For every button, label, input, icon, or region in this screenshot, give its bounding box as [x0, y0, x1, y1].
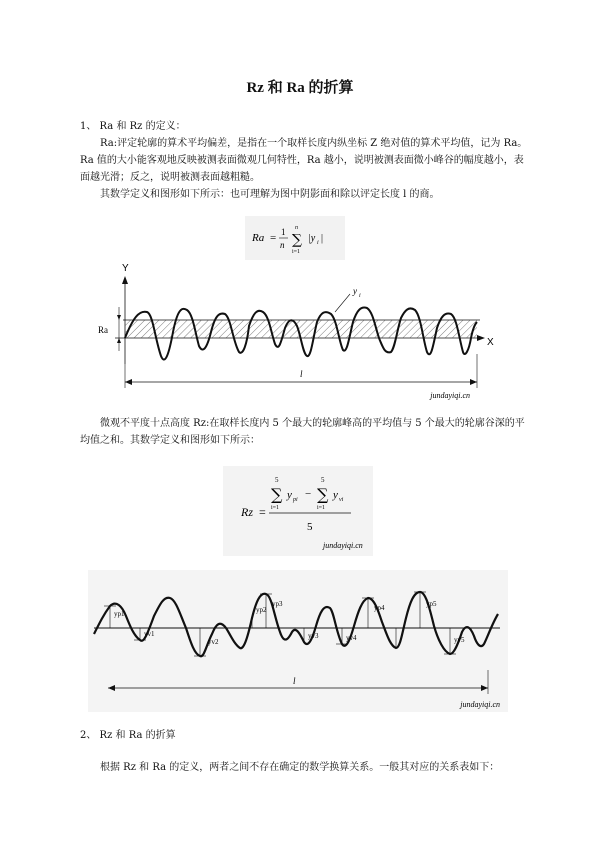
- watermark: jundayiqi.cn: [323, 541, 363, 550]
- y-axis-label: Y: [122, 263, 129, 274]
- rz-label-yp2: yp2: [256, 606, 267, 614]
- rz-sum2-top: 5: [321, 476, 325, 484]
- rz-denominator: 5: [307, 521, 313, 533]
- ra-formula-den: n: [280, 240, 285, 250]
- sum-symbol: ∑: [271, 485, 283, 504]
- rz-label-yp1: yp1: [114, 610, 125, 618]
- rz-label-yv2: yv2: [208, 638, 219, 646]
- ra-formula-num: 1: [281, 227, 286, 237]
- ra-formula-abs-end: |: [321, 233, 324, 244]
- ra-formula-abs-sub: i: [317, 240, 319, 246]
- ra-figure: [95, 214, 515, 404]
- watermark: jundayiqi.cn: [430, 391, 470, 400]
- length-label: l: [293, 676, 296, 686]
- length-label: l: [300, 369, 303, 379]
- section1-para1: Ra:评定轮廓的算术平均偏差，是指在一个取样长度内纵坐标 Z 绝对值的算术平均值，记为 Ra。Ra 值的大小能客观地反映被测表面微观几何特性，Ra 越小，说明被测表面微小峰谷的幅度越小，表面越光滑；反之，说明被测表面越粗糙。: [80, 138, 528, 183]
- rz-sum1-top: 5: [275, 476, 279, 484]
- rz-sum1-bottom: i=1: [271, 505, 280, 511]
- x-axis-label: X: [487, 337, 494, 348]
- yi-label: y: [353, 286, 357, 296]
- rz-figure: [88, 570, 508, 712]
- section1-para3: 微观不平度十点高度 Rz:在取样长度内 5 个最大的轮廓峰高的平均值与 5 个最大的轮廓谷深的平均值之和。其数学定义和图形如下所示：: [80, 418, 525, 446]
- rz-formula: [223, 466, 373, 556]
- rz-formula-lhs: Rz: [241, 505, 253, 519]
- sum-symbol: ∑: [292, 232, 302, 248]
- rz-formula-eq: =: [259, 505, 266, 519]
- rz-minus: −: [305, 488, 312, 500]
- ra-formula-sum-top: n: [295, 225, 298, 231]
- section2-para: 根据 Rz 和 Ra 的定义，两者之间不存在确定的数学换算关系。一般其对应的关系表如下：: [100, 762, 500, 773]
- rz-label-yv4: yv4: [346, 634, 357, 642]
- rz-label-yv5: yv5: [454, 636, 465, 644]
- rz-term1: y: [287, 489, 292, 501]
- rz-label-yp3: yp3: [272, 600, 283, 608]
- rz-term2: y: [333, 489, 338, 501]
- watermark: jundayiqi.cn: [460, 700, 500, 709]
- rz-label-yp5: yp5: [426, 600, 437, 608]
- rz-label-yv3: yv3: [308, 632, 319, 640]
- rz-sum2-bottom: i=1: [317, 505, 326, 511]
- sum-symbol: ∑: [317, 485, 329, 504]
- yi-label-sub: i: [359, 293, 361, 299]
- ra-formula-sum-bottom: i=1: [292, 249, 301, 255]
- rz-term2-sub: vi: [339, 497, 344, 503]
- ra-marker-label: Ra: [98, 325, 108, 335]
- ra-formula-lhs: Ra: [252, 232, 265, 244]
- section1-para2: 其数学定义和图形如下所示：也可理解为图中阴影面和除以评定长度 l 的商。: [100, 189, 440, 200]
- rz-label-yp4: yp4: [374, 604, 385, 612]
- section1-heading: 1、 Ra 和 Rz 的定义：: [80, 121, 186, 132]
- rz-label-yv1: yv1: [144, 630, 155, 638]
- ra-formula-eq: =: [270, 232, 277, 244]
- rz-term1-sub: pi: [293, 497, 298, 503]
- page-title: Rz 和 Ra 的折算: [246, 80, 354, 96]
- ra-formula-abs: |y: [308, 233, 316, 244]
- section2-heading: 2、 Rz 和 Ra 的折算: [80, 730, 176, 741]
